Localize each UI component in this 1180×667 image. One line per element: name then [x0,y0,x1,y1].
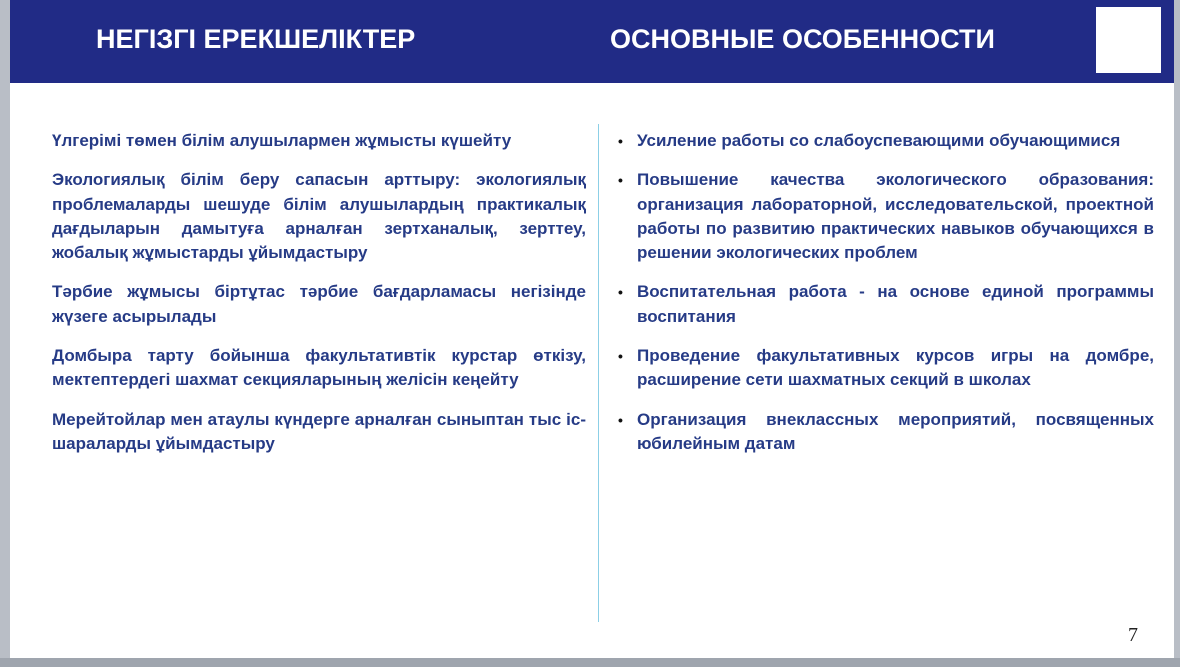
item-text: Повышение качества экологического образования: организация лабораторной, исследовательской, проектной работы по развитию практических навыков обучающихся в решении экологических проблем [637,170,1154,263]
list-item [50,344,623,393]
kazakh-column [50,129,623,456]
title-kazakh: НЕГІЗГІ ЕРЕКШЕЛІКТЕР [96,24,416,54]
slide-bottom-edge [0,658,1180,667]
russian-column [635,129,1154,456]
item-text: Усиление работы со слабоуспевающими обучающимися [637,131,1121,150]
list-item [635,344,1154,393]
bullet: • [618,284,623,301]
item-text: Организация внеклассных мероприятий, посвященных юбилейным датам [637,409,1154,453]
title-russian: ОСНОВНЫЕ ОСОБЕННОСТИ [610,24,995,54]
item-text: Үлгерімі төмен білім алушылармен жұмысты күшейту [52,131,512,150]
bullet: • [618,172,623,189]
list-item [635,280,1154,329]
list-item [50,168,623,265]
bullet: • [618,133,623,149]
item-text: Проведение факультативных курсов игры на домбре, расширение сети шахматных секций в школах [637,346,1154,390]
item-text: Домбыра тарту бойынша факультативтік курстар өткізу, мектептердегі шахмат секцияларының желісін кеңейту [52,346,586,390]
item-text: Экологиялық білім беру сапасын арттыру: экологиялық проблемаларды шешуде білім алушылардың практикалық дағдыларын дамытуға арналған зертханалық, зерттеу, жобалық жұмыстарды ұйымдастыру [52,170,586,263]
list-item [50,280,623,329]
logo-placeholder [1096,7,1161,73]
item-text: Тәрбие жұмысы біртұтас тәрбие бағдарламасы негізінде жүзеге асырылады [52,282,586,326]
list-item [50,408,623,457]
list-item [635,408,1154,457]
page-number: 7 [1128,624,1138,646]
header-bar [10,0,1174,83]
item-text: Воспитательная работа - на основе единой программы воспитания [637,282,1154,326]
item-text: Мерейтойлар мен атаулы күндерге арналған сыныптан тыс іс-шараларды ұйымдастыру [52,409,586,453]
bullet: • [618,411,623,428]
list-item [50,129,623,153]
slide [10,0,1174,658]
column-divider [598,124,599,622]
list-item [635,168,1154,265]
bullet: • [618,348,623,365]
list-item [635,129,1154,153]
